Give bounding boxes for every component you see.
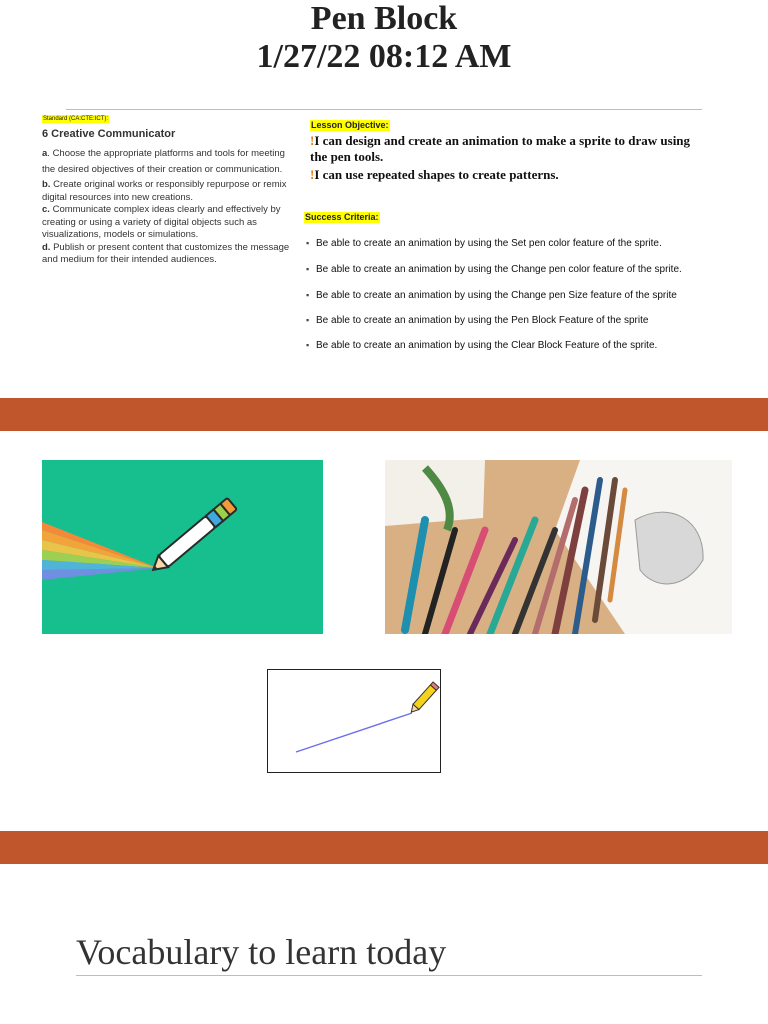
standard-heading: 6 Creative Communicator (42, 128, 176, 140)
standard-item: c. Communicate complex ideas clearly and effectively by creating or using a variety of digital objects such as visualizations, models or simulations. (42, 204, 281, 240)
objective-marker: ! (310, 167, 315, 182)
standard-item: a. Choose the appropriate platforms and tools for meeting the desired objectives of their creation or communication. (42, 148, 285, 175)
standard-list (42, 146, 294, 267)
standard-item: b. Create original works or responsibly repurpose or remix digital resources into new creations. (42, 179, 287, 203)
vocabulary-heading: Vocabulary to learn today (76, 932, 447, 972)
standard-label: Standard (CA:CTE:ICT): (43, 116, 109, 122)
objective-marker: ! (310, 133, 315, 148)
objective-list (310, 133, 710, 185)
objective-item: !I can design and create an animation to make a sprite to draw using the pen tools. (310, 133, 691, 164)
success-criteria-item: ▪ Be able to create an animation by using the Change pen Size feature of the sprite (306, 288, 726, 303)
success-criteria-item: ▪ Be able to create an animation by using the Set pen color feature of the sprite. (306, 236, 726, 251)
objective-label: Lesson Objective: (311, 120, 389, 130)
orange-divider-band (0, 831, 768, 864)
rainbow-pen-image (42, 460, 323, 634)
success-criteria-list (306, 236, 726, 353)
success-criteria-label: Success Criteria: (305, 212, 379, 222)
success-criteria-item: ▪ Be able to create an animation by using the Change pen color feature of the sprite. (306, 262, 726, 277)
vocabulary-divider (76, 975, 702, 976)
success-criteria-item: ▪ Be able to create an animation by using the Clear Block Feature of the sprite. (306, 338, 726, 353)
pencil-sprite-image (267, 669, 441, 773)
orange-divider-band (0, 398, 768, 431)
markers-photo-image (385, 460, 732, 634)
objective-item: !I can use repeated shapes to create patterns. (310, 167, 559, 182)
top-divider (66, 109, 702, 110)
success-criteria-item: ▪ Be able to create an animation by using the Pen Block Feature of the sprite (306, 313, 726, 328)
page-title: Pen Block (310, 0, 458, 37)
standard-item: d. Publish or present content that customizes the message and medium for their intended audiences. (42, 241, 290, 265)
page-datetime: 1/27/22 08:12 AM (256, 38, 512, 75)
